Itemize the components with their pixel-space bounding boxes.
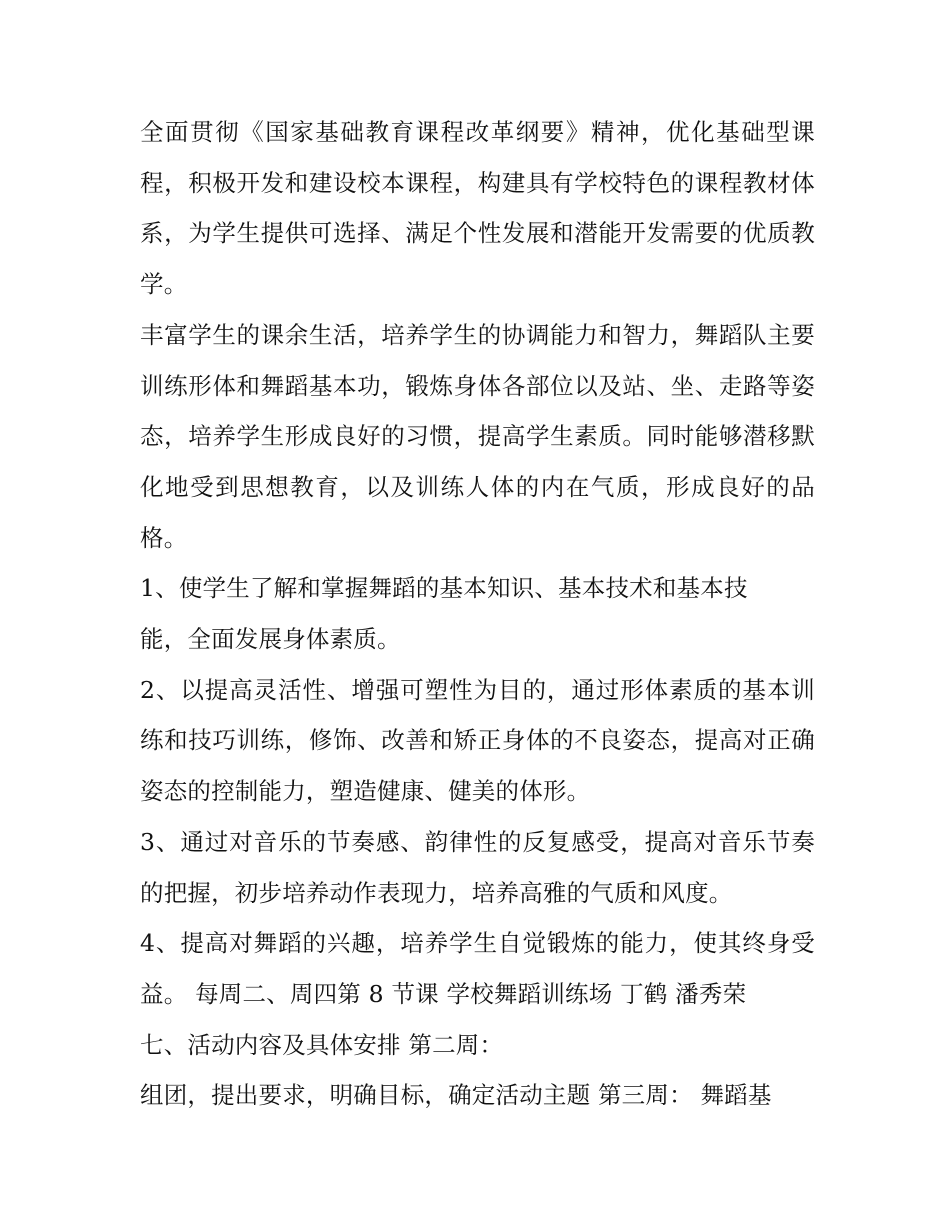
paragraph-weekly-plan: 组团，提出要求，明确目标，确定活动主题 第三周： 舞蹈基 [140,1081,772,1110]
paragraph-dance-team-purpose: 丰富学生的课余生活，培养学生的协调能力和智力，舞蹈队主要训练形体和舞蹈基本功，锻炼身体各部位以及站、坐、走路等姿态，培养学生形成良好的习惯，提高学生素质。同时能够潜移默化地受到思想教育，以及训练人体的内在气质，形成良好的品格。 [140,320,815,552]
goal-item-3: 3、通过对音乐的节奏感、韵律性的反复感受，提高对音乐节奏的把握，初步培养动作表现力，培养高雅的气质和风度。 [140,827,815,907]
paragraph-curriculum-reform: 全面贯彻《国家基础教育课程改革纲要》精神，优化基础型课程，积极开发和建设校本课程，构建具有学校特色的课程教材体系，为学生提供可选择、满足个性发展和潜能开发需要的优质教学。 [140,118,815,299]
document-page [140,107,815,1121]
goal-item-1: 1、使学生了解和掌握舞蹈的基本知识、基本技术和基本技能，全面发展身体素质。 [140,574,748,654]
goal-item-2: 2、以提高灵活性、增强可塑性为目的，通过形体素质的基本训练和技巧训练，修饰、改善和矫正身体的不良姿态，提高对正确姿态的控制能力，塑造健康、健美的体形。 [140,675,815,806]
section-heading-activities: 七、活动内容及具体安排 第二周： [140,1030,504,1059]
goal-item-4-schedule: 4、提高对舞蹈的兴趣，培养学生自觉锻炼的能力，使其终身受益。 每周二、周四第 8 节课 学校舞蹈训练场 丁鹤 潘秀荣 [140,929,815,1008]
